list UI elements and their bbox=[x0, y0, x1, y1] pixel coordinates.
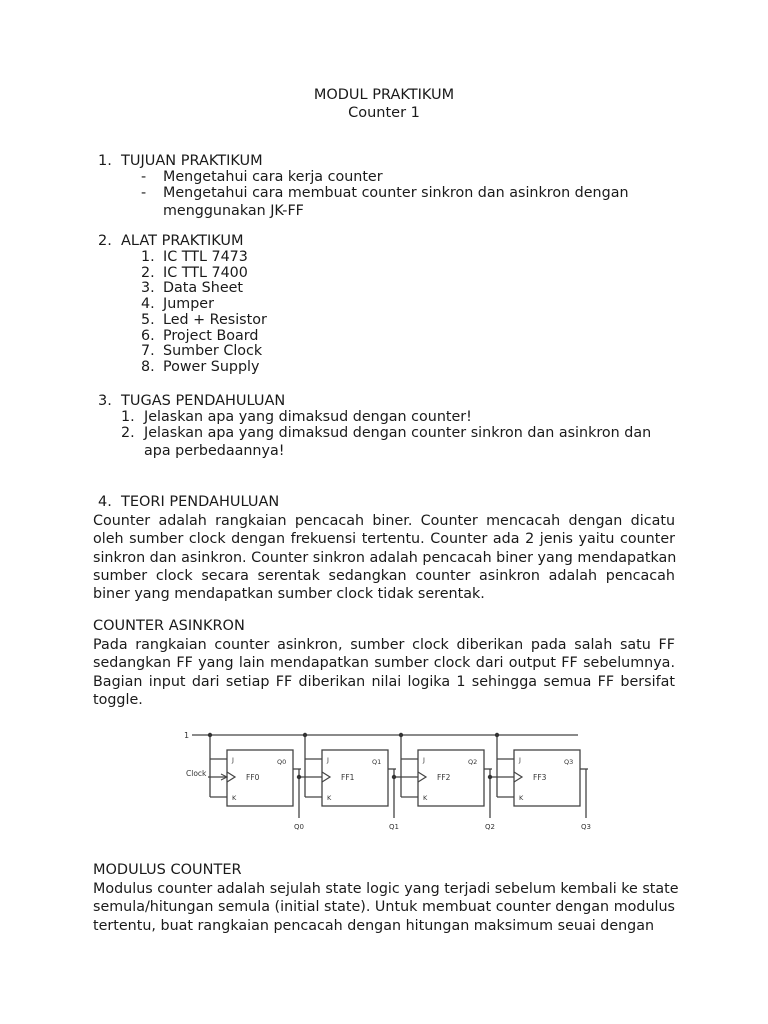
j-pin-label: J bbox=[232, 756, 234, 764]
bullet-dash: - bbox=[141, 169, 147, 185]
list-item: Sumber Clock bbox=[163, 343, 263, 360]
list-item: Data Sheet bbox=[163, 280, 244, 297]
paragraph-line: Counter adalah rangkaian pencacah biner. Counter mencacah dengan dicatu bbox=[93, 513, 675, 529]
bullet-item: Mengetahui cara kerja counter bbox=[163, 169, 383, 185]
paragraph-modulus bbox=[93, 880, 679, 935]
paragraph-line: sedangkan FF yang lain mendapatkan sumber clock dari output FF sebelumnya. bbox=[93, 655, 675, 672]
section-number: 3. bbox=[98, 393, 112, 409]
list-number: 2. bbox=[141, 264, 155, 281]
bullet-item: Mengetahui cara membuat counter sinkron dan asinkron dengan bbox=[163, 185, 629, 201]
q-tap-label: Q2 bbox=[485, 823, 495, 831]
q-tap-label: Q1 bbox=[389, 823, 399, 831]
section-number: 1. bbox=[98, 153, 112, 169]
flip-flop-name: FF3 bbox=[533, 773, 547, 782]
list-item: IC TTL 7400 bbox=[163, 264, 248, 281]
list-number: 1. bbox=[121, 409, 135, 425]
paragraph-line: oleh sumber clock dengan frekuensi tertentu. Counter ada 2 jenis yaitu counter bbox=[93, 531, 675, 548]
paragraph-line: toggle. bbox=[93, 691, 143, 708]
list-number: 2. bbox=[121, 425, 135, 441]
document-title: MODUL PRAKTIKUM bbox=[313, 87, 455, 103]
list-number: 3. bbox=[141, 280, 155, 297]
list-number: 1. bbox=[141, 249, 155, 265]
q-output-label: Q1 bbox=[372, 758, 382, 766]
list-number: 8. bbox=[141, 358, 155, 375]
junction-dot bbox=[488, 775, 492, 779]
list-item: Power Supply bbox=[163, 358, 260, 375]
junction-dot bbox=[297, 775, 301, 779]
k-pin-label: K bbox=[423, 794, 428, 802]
flip-flop-name: FF0 bbox=[246, 773, 260, 782]
heading-modulus-counter: MODULUS COUNTER bbox=[93, 862, 242, 878]
list-item: apa perbedaannya! bbox=[144, 443, 285, 459]
j-pin-label: J bbox=[423, 756, 425, 764]
j-pin-label: J bbox=[519, 756, 521, 764]
junction-dot bbox=[208, 733, 212, 737]
flip-flop-name: FF1 bbox=[341, 773, 355, 782]
bullet-item: menggunakan JK-FF bbox=[163, 203, 304, 219]
section-number: 4. bbox=[98, 494, 112, 510]
paragraph-line: Pada rangkaian counter asinkron, sumber clock diberikan pada salah satu FF bbox=[93, 637, 675, 653]
logic-one-label: 1 bbox=[184, 731, 190, 740]
paragraph-line: sinkron dan asinkron. Counter sinkron adalah pencacah biner yang mendapatkan bbox=[93, 549, 677, 566]
heading-counter-asinkron: COUNTER ASINKRON bbox=[93, 618, 245, 634]
clock-label: Clock bbox=[186, 769, 207, 778]
j-pin-label: J bbox=[327, 756, 329, 764]
list-number: 7. bbox=[141, 343, 155, 360]
paragraph-line: semula/hitungan semula (initial state). Untuk membuat counter dengan modulus bbox=[93, 899, 675, 916]
k-pin-label: K bbox=[327, 794, 332, 802]
section-heading-tugas: TUGAS PENDAHULUAN bbox=[121, 393, 286, 409]
list-item: Jelaskan apa yang dimaksud dengan counter! bbox=[144, 409, 472, 425]
list-item: Led + Resistor bbox=[163, 311, 267, 328]
section-heading-alat: ALAT PRAKTIKUM bbox=[121, 233, 244, 249]
q-tap-label: Q3 bbox=[581, 823, 591, 831]
paragraph-line: Modulus counter adalah sejulah state logic yang terjadi sebelum kembali ke state bbox=[93, 881, 679, 897]
paragraph-line: biner yang mendapatkan sumber clock tidak serentak. bbox=[93, 586, 485, 603]
k-pin-label: K bbox=[519, 794, 524, 802]
paragraph-line: sumber clock secara serentak sedangkan counter asinkron adalah pencacah bbox=[93, 567, 675, 584]
junction-dot bbox=[399, 733, 403, 737]
q-output-label: Q2 bbox=[468, 758, 478, 766]
list-item: Jelaskan apa yang dimaksud dengan counter sinkron dan asinkron dan bbox=[144, 425, 652, 441]
junction-dot bbox=[392, 775, 396, 779]
paragraph-line: Bagian input dari setiap FF diberikan nilai logika 1 sehingga semua FF bersifat bbox=[93, 673, 675, 690]
section-number: 2. bbox=[98, 233, 112, 249]
k-pin-label: K bbox=[232, 794, 237, 802]
list-item: IC TTL 7473 bbox=[163, 249, 248, 265]
paragraph-line: tertentu, buat rangkaian pencacah dengan hitungan maksimum seuai dengan bbox=[93, 917, 655, 934]
flip-flop-name: FF2 bbox=[437, 773, 451, 782]
q-tap-label: Q0 bbox=[294, 823, 304, 831]
section-heading-tujuan: TUJUAN PRAKTIKUM bbox=[121, 153, 263, 169]
bullet-dash: - bbox=[141, 185, 147, 201]
list-item: Project Board bbox=[163, 327, 259, 344]
section-heading-teori: TEORI PENDAHULUAN bbox=[121, 494, 280, 510]
list-number: 5. bbox=[141, 311, 155, 328]
junction-dot bbox=[303, 733, 307, 737]
document-subtitle: Counter 1 bbox=[348, 105, 420, 121]
list-item: Jumper bbox=[163, 296, 214, 313]
list-number: 4. bbox=[141, 296, 155, 313]
junction-dot bbox=[495, 733, 499, 737]
list-number: 6. bbox=[141, 327, 155, 344]
q-output-label: Q3 bbox=[564, 758, 574, 766]
q-output-label: Q0 bbox=[277, 758, 287, 766]
